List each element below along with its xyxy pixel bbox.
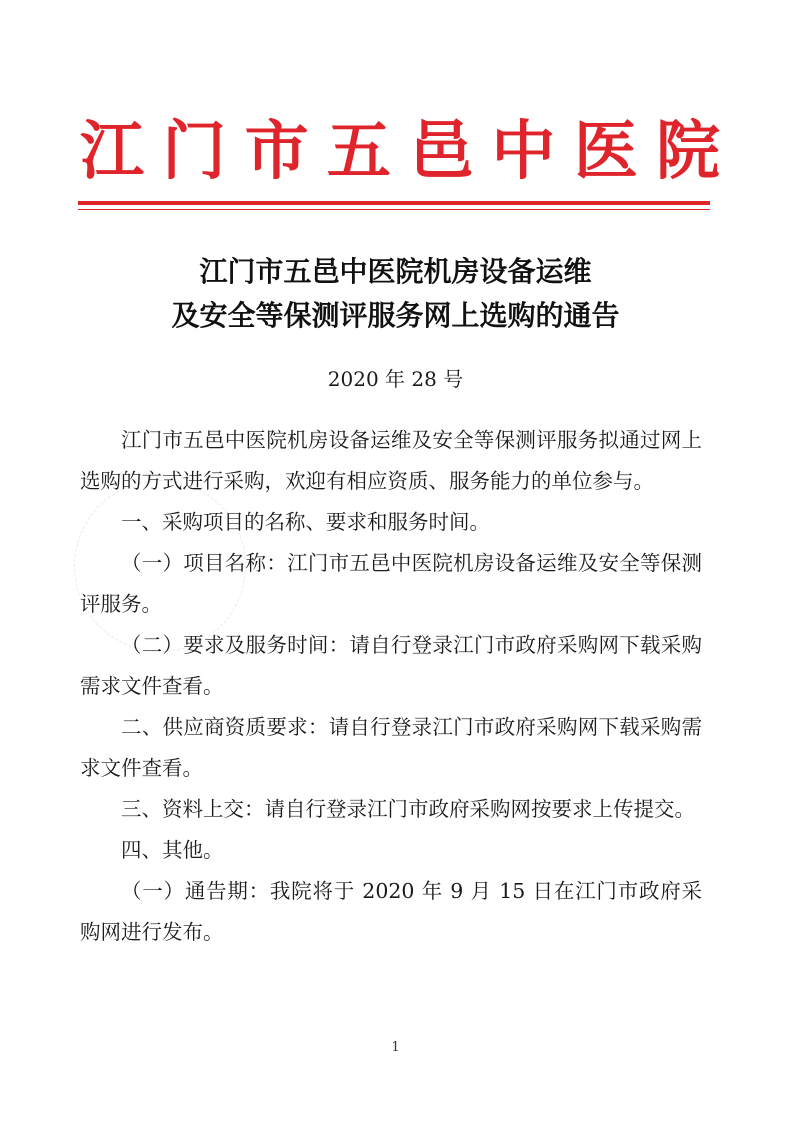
section-supplier-qualifications: 二、供应商资质要求：请自行登录江门市政府采购网下载采购需求文件查看。 <box>80 715 702 780</box>
paragraph-intro: 江门市五邑中医院机房设备运维及安全等保测评服务拟通过网上选购的方式进行采购，欢迎有相应资质、服务能力的单位参与。 <box>80 428 702 493</box>
paragraph-project-name: （一）项目名称：江门市五邑中医院机房设备运维及安全等保测评服务。 <box>80 551 702 616</box>
section-heading-1: 一、采购项目的名称、要求和服务时间。 <box>121 510 490 534</box>
letterhead-divider-thick <box>78 201 710 205</box>
letterhead-char: 院 <box>655 114 720 189</box>
notice-title-line1: 江门市五邑中医院机房设备运维 <box>199 255 592 288</box>
page-number: 1 <box>391 1040 400 1055</box>
letterhead-char: 江 <box>80 114 144 189</box>
section-heading-other: 四、其他。 <box>121 838 224 862</box>
letterhead-char: 医 <box>573 114 638 189</box>
letterhead-char: 邑 <box>409 114 474 189</box>
document-number: 2020 年 28 号 <box>327 367 464 391</box>
letterhead-char: 五 <box>326 114 391 189</box>
letterhead-char: 门 <box>162 114 227 189</box>
paragraph-requirements: （二）要求及服务时间：请自行登录江门市政府采购网下载采购需求文件查看。 <box>80 633 702 698</box>
letterhead-char: 中 <box>491 114 556 189</box>
letterhead-org-name <box>80 112 720 192</box>
notice-body <box>80 420 702 953</box>
letterhead-char: 市 <box>244 114 309 189</box>
paragraph-notice-period: （一）通告期：我院将于 2020 年 9 月 15 日在江门市政府采购网进行发布。 <box>80 879 702 944</box>
section-submission: 三、资料上交：请自行登录江门市政府采购网按要求上传提交。 <box>121 797 695 821</box>
notice-title <box>80 250 711 338</box>
notice-title-line2: 及安全等保测评服务网上选购的通告 <box>171 299 620 332</box>
letterhead-divider-thin <box>78 209 710 210</box>
